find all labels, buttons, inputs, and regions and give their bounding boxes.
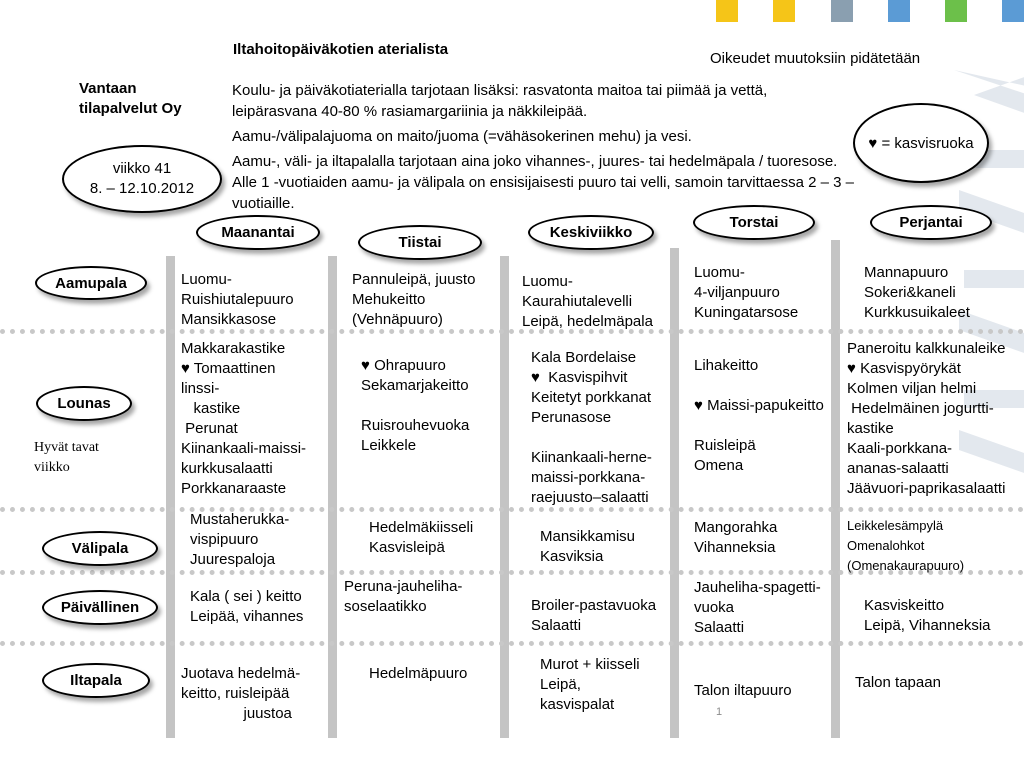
menu-line: ♥ Tomaattinen — [181, 360, 276, 377]
menu-line: Broiler-pastavuoka — [531, 597, 657, 614]
day-header-tuesday: Tiistai — [358, 225, 482, 260]
menu-line: Mansikkasose — [181, 311, 277, 328]
menu-line: (Vehnäpuuro) — [352, 311, 443, 328]
menu-line: kastike — [181, 400, 241, 417]
menu-line: Leikkele — [361, 437, 417, 454]
menu-line: Vihanneksia — [694, 539, 776, 556]
menu-line: Kaali-porkkana- — [847, 440, 953, 457]
menu-line: Leipä, hedelmäpala — [522, 313, 653, 330]
menu-line: Mansikkamisu — [540, 528, 636, 545]
menu-cell-lounas-fri — [847, 339, 1005, 499]
menu-line: Keitetyt porkkanat — [531, 389, 652, 406]
menu-line: Hedelmäpuuro — [369, 665, 468, 682]
brand-color-square-1 — [716, 0, 738, 22]
page-number: 1 — [716, 706, 723, 718]
menu-line: Porkkanaraaste — [181, 480, 287, 497]
menu-cell-lounas-thu — [694, 356, 824, 476]
menu-cell-paivallinen-thu — [694, 578, 821, 638]
day-header-thursday: Torstai — [693, 205, 815, 240]
menu-line: juustoa — [181, 705, 292, 722]
row-divider-2 — [0, 507, 1024, 512]
brand-color-square-5 — [945, 0, 967, 22]
menu-cell-iltapala-wed — [540, 655, 640, 715]
menu-cell-lounas-tue — [361, 356, 469, 456]
menu-line: Talon tapaan — [855, 674, 941, 691]
day-header-monday: Maanantai — [196, 215, 320, 250]
menu-line: Sokeri&kaneli — [864, 284, 956, 301]
menu-line: Juurespaloja — [190, 551, 276, 568]
menu-line: (Omenakaurapuuro) — [847, 558, 965, 573]
menu-line: Ruisleipä — [694, 437, 756, 454]
brand-color-square-2 — [773, 0, 795, 22]
menu-line: Pannuleipä, juusto — [352, 271, 476, 288]
intro-paragraph-1: Koulu- ja päiväkotiaterialla tarjotaan lisäksi: rasvatonta maitoa tai piimää ja vettä, leipärasvana 40-80 % rasiamargariinia ja näkkileipää. — [232, 82, 768, 120]
menu-line: Kuningatarsose — [694, 304, 799, 321]
menu-line: Luomu- — [181, 271, 232, 288]
menu-cell-valipala-mon — [190, 510, 289, 570]
menu-line: Kasviskeitto — [864, 597, 945, 614]
menu-line: Peruna-jauheliha- — [344, 578, 463, 595]
meal-label-paivallinen: Päivällinen — [42, 590, 158, 625]
menu-line: Kurkkusuikaleet — [864, 304, 970, 321]
menu-line: Murot + kiisseli — [540, 656, 640, 673]
day-header-wednesday: Keskiviikko — [528, 215, 654, 250]
menu-cell-lounas-mon — [181, 339, 306, 499]
menu-cell-iltapala-fri — [855, 673, 941, 693]
menu-cell-iltapala-mon — [181, 664, 300, 724]
menu-cell-valipala-wed — [540, 527, 635, 567]
menu-line: Perunasose — [531, 409, 612, 426]
menu-cell-aamupala-wed — [522, 272, 653, 332]
menu-line — [694, 416, 824, 436]
rights-notice: Oikeudet muutoksiin pidätetään — [710, 50, 921, 67]
vegetarian-legend: ♥ = kasvisruoka — [853, 103, 989, 183]
brand-color-square-6 — [1002, 0, 1024, 22]
menu-cell-paivallinen-mon — [190, 587, 303, 627]
menu-line: Ruisrouhevuoka — [361, 417, 470, 434]
menu-line: soselaatikko — [344, 598, 427, 615]
menu-line: ♥ Kasvispyörykät — [847, 360, 961, 377]
menu-line: Mustaherukka- — [190, 511, 290, 528]
menu-line: maissi-porkkana- — [531, 469, 646, 486]
menu-cell-iltapala-tue — [369, 664, 467, 684]
menu-line: Omenalohkot — [847, 538, 925, 553]
menu-cell-paivallinen-fri — [864, 596, 991, 636]
row-divider-4 — [0, 641, 1024, 646]
menu-cell-lounas-wed — [531, 348, 652, 508]
menu-line: Leipä, — [540, 676, 581, 693]
menu-line: Juotava hedelmä- — [181, 665, 301, 682]
organization-name — [79, 79, 182, 119]
menu-line: Omena — [694, 457, 744, 474]
menu-line: Kolmen viljan helmi — [847, 380, 977, 397]
menu-line: Kiinankaali-maissi- — [181, 440, 307, 457]
menu-line: Talon iltapuuro — [694, 682, 792, 699]
menu-line: Kasvisleipä — [369, 539, 445, 556]
meal-label-aamupala: Aamupala — [35, 266, 147, 300]
menu-line: Mannapuuro — [864, 264, 949, 281]
menu-line: Luomu- — [694, 264, 745, 281]
menu-cell-valipala-tue — [369, 518, 473, 558]
intro-text — [232, 80, 854, 214]
menu-cell-paivallinen-tue — [344, 577, 462, 617]
organization-line-2: tilapalvelut Oy — [79, 100, 182, 117]
menu-line: Luomu- — [522, 273, 573, 290]
note-line-2: viikko — [34, 460, 70, 475]
menu-line: kastike — [847, 420, 894, 437]
menu-cell-paivallinen-wed — [531, 596, 656, 636]
menu-line: Salaatti — [694, 619, 745, 636]
menu-line — [694, 376, 824, 396]
menu-line: kurkkusalaatti — [181, 460, 273, 477]
menu-line: Perunat — [181, 420, 238, 437]
menu-cell-aamupala-fri — [864, 263, 970, 323]
menu-line: Jäävuori-paprikasalaatti — [847, 480, 1006, 497]
menu-line: Sekamarjakeitto — [361, 377, 469, 394]
menu-line: Salaatti — [531, 617, 582, 634]
menu-cell-aamupala-tue — [352, 270, 475, 330]
note-line-1: Hyvät tavat — [34, 440, 99, 455]
menu-line: linssi- — [181, 380, 220, 397]
menu-line: 4-viljanpuuro — [694, 284, 780, 301]
intro-paragraph-2: Aamu-/välipalajuoma on maito/juoma (=vähäsokerinen mehu) ja vesi. — [232, 128, 692, 145]
menu-line: Hedelmäkiisseli — [369, 519, 474, 536]
menu-line: ananas-salaatti — [847, 460, 949, 477]
menu-line: ♥ Ohrapuuro — [361, 357, 446, 374]
menu-line: Kiinankaali-herne- — [531, 449, 652, 466]
meal-label-valipala: Välipala — [42, 531, 158, 566]
week-dates: 8. – 12.10.2012 — [89, 180, 195, 197]
menu-line: Leipä, Vihanneksia — [864, 617, 991, 634]
menu-line: Leikkelesämpylä — [847, 518, 944, 533]
menu-line — [531, 428, 652, 448]
menu-line: vispipuuro — [190, 531, 259, 548]
brand-color-square-4 — [888, 0, 910, 22]
menu-line: Mangorahka — [694, 519, 778, 536]
organization-line-1: Vantaan — [79, 80, 137, 97]
menu-line: Kala ( sei ) keitto — [190, 588, 302, 605]
menu-line: Mehukeitto — [352, 291, 426, 308]
column-divider-4 — [670, 248, 679, 738]
menu-line: vuoka — [694, 599, 735, 616]
row-divider-1 — [0, 329, 1024, 334]
menu-line: raejuusto–salaatti — [531, 489, 649, 506]
column-divider-5 — [831, 240, 840, 738]
menu-line: ♥ Maissi-papukeitto — [694, 397, 824, 414]
meal-label-iltapala: Iltapala — [42, 663, 150, 698]
menu-line: Kasviksia — [540, 548, 604, 565]
good-manners-note — [34, 438, 99, 478]
menu-line: Paneroitu kalkkunaleike — [847, 340, 1006, 357]
menu-line: Lihakeitto — [694, 357, 759, 374]
week-number: viikko 41 — [112, 160, 172, 177]
menu-line: kasvispalat — [540, 696, 615, 713]
menu-cell-iltapala-thu — [694, 681, 792, 701]
menu-line: Kaurahiutalevelli — [522, 293, 633, 310]
brand-color-square-3 — [831, 0, 853, 22]
menu-line: Kala Bordelaise — [531, 349, 637, 366]
day-header-friday: Perjantai — [870, 205, 992, 240]
menu-line: Makkarakastike — [181, 340, 286, 357]
page-title: Iltahoitopäiväkotien aterialista — [233, 41, 449, 58]
menu-cell-valipala-thu — [694, 518, 777, 558]
menu-line: Hedelmäinen jogurtti- — [847, 400, 994, 417]
intro-paragraph-3: Aamu-, väli- ja iltapalalla tarjotaan aina joko vihannes-, juures- tai hedelmäpala / tuoresose. Alle 1 -vuotiaiden aamu- ja välipala on ensisijaisesti puuro tai velli, samoin tarvittaessa 2 – 3 –vuotiaille. — [232, 153, 854, 212]
menu-cell-aamupala-thu — [694, 263, 798, 323]
menu-cell-valipala-fri — [847, 516, 964, 576]
menu-line: ♥ Kasvispihvit — [531, 369, 628, 386]
menu-line — [361, 396, 469, 416]
menu-line: Jauheliha-spagetti- — [694, 579, 821, 596]
week-badge — [62, 145, 222, 213]
menu-line: keitto, ruisleipää — [181, 685, 290, 702]
menu-line: Ruishiutalepuuro — [181, 291, 294, 308]
menu-cell-aamupala-mon — [181, 270, 294, 330]
meal-label-lounas: Lounas — [36, 386, 132, 421]
menu-line: Leipää, vihannes — [190, 608, 304, 625]
